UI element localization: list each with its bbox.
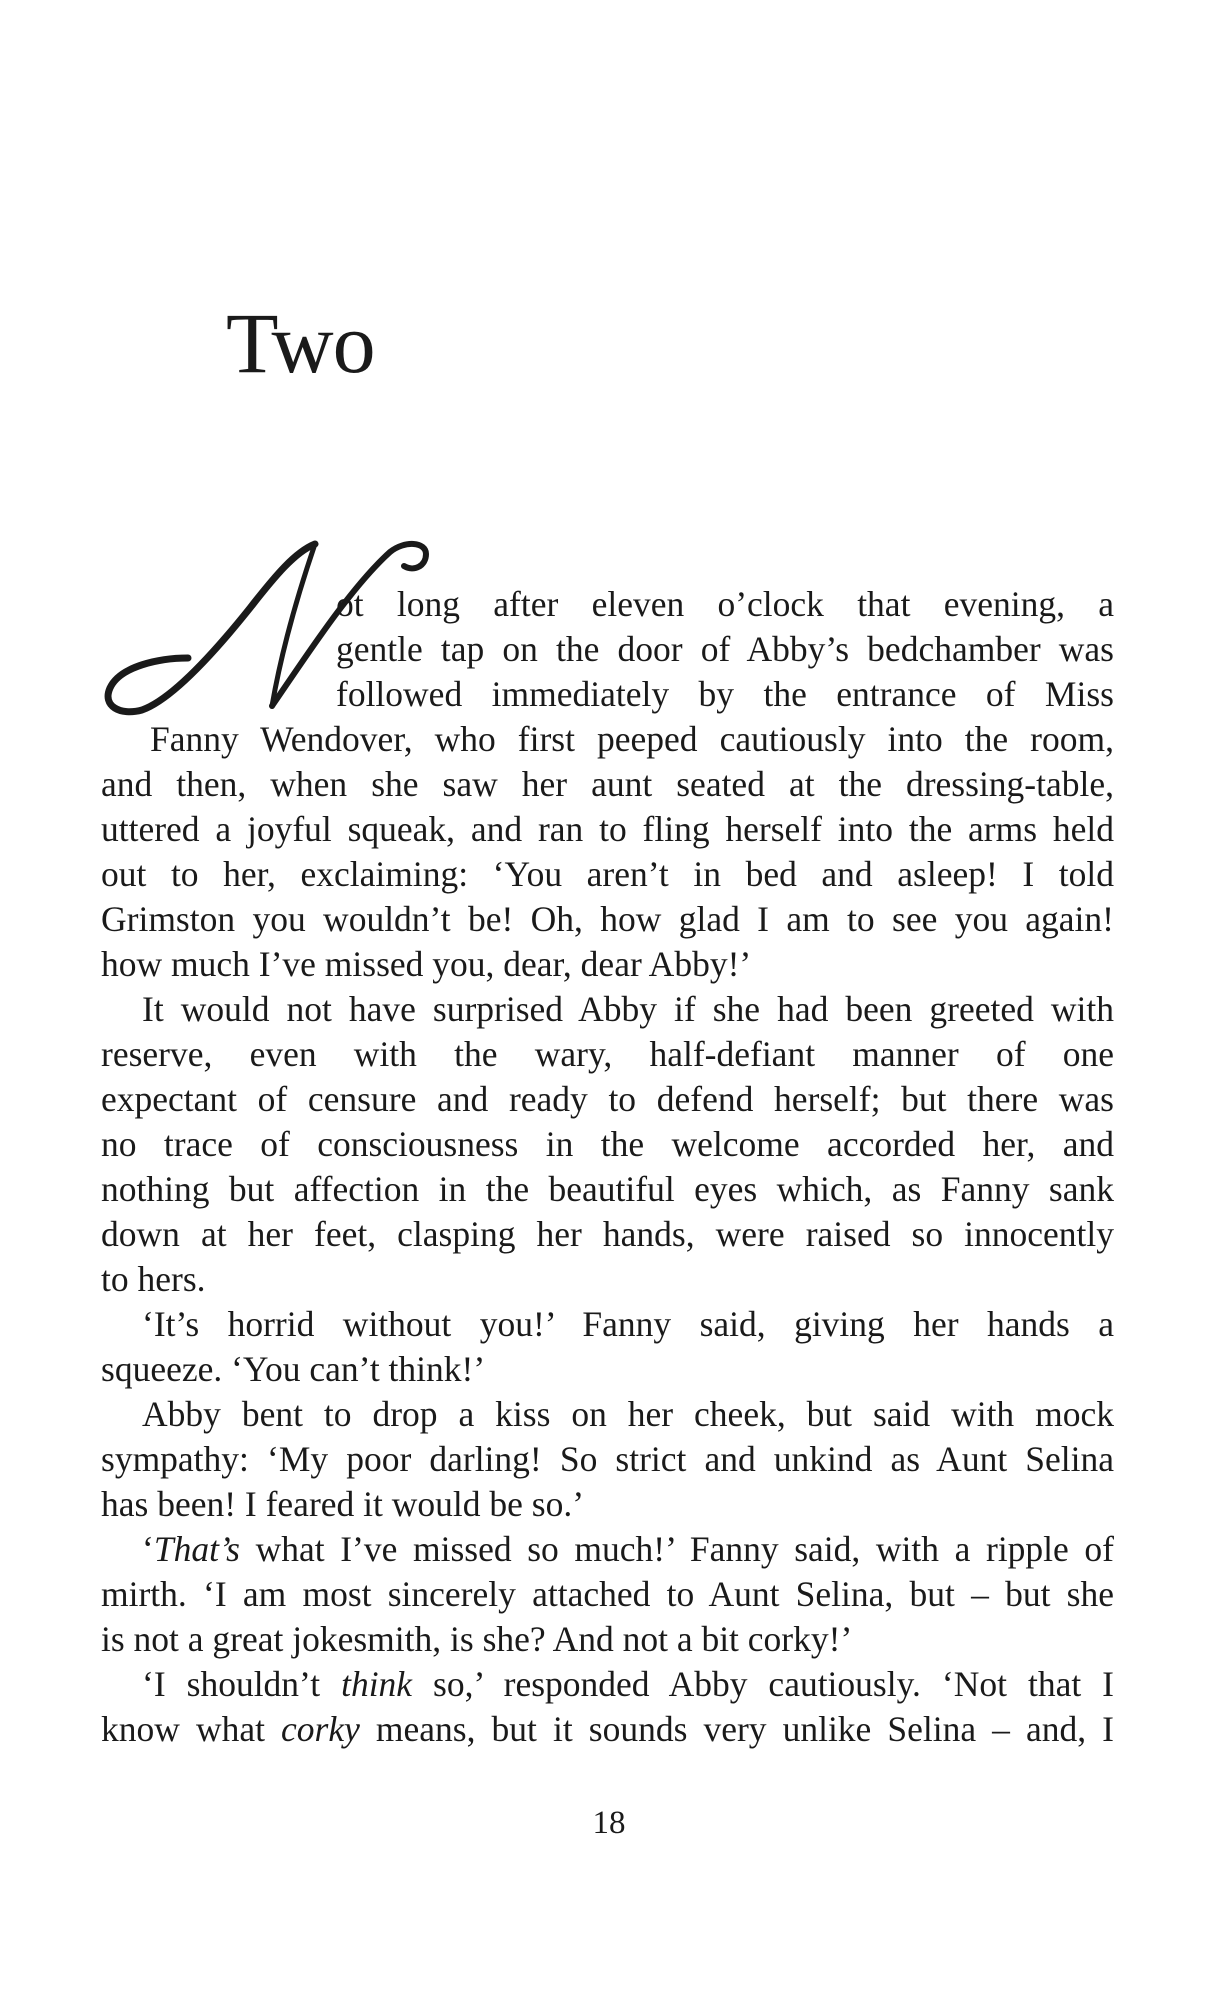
- text-line-1: ot long after eleven o’clock that evening, a: [336, 584, 1114, 624]
- text-line-3: followed immediately by the entrance of Miss: [336, 674, 1114, 714]
- text-pre: know what: [101, 1709, 282, 1749]
- text-line-25: [142, 1662, 1114, 1707]
- text-line-21: has been! I feared it would be so.’: [101, 1484, 585, 1524]
- text-line-23: mirth. ‘I am most sincerely attached to Aunt Selina, but – but she: [101, 1574, 1114, 1614]
- text-pre: ‘: [142, 1529, 154, 1569]
- text-line-17: ‘It’s horrid without you!’ Fanny said, giving her hands a: [142, 1304, 1114, 1344]
- text-line-24: is not a great jokesmith, is she? And not a bit corky!’: [101, 1619, 853, 1659]
- text-line-14: nothing but affection in the beautiful eyes which, as Fanny sank: [101, 1169, 1114, 1209]
- text-line-5: and then, when she saw her aunt seated at the dressing-table,: [101, 764, 1114, 804]
- text-post: means, but it sounds very unlike Selina – and, I: [359, 1709, 1114, 1749]
- italic-word: That’s: [153, 1529, 240, 1569]
- text-line-16: to hers.: [101, 1259, 206, 1299]
- text-line-7: out to her, exclaiming: ‘You aren’t in bed and asleep! I told: [101, 854, 1114, 894]
- text-line-11: reserve, even with the wary, half-defiant manner of one: [101, 1034, 1114, 1074]
- text-line-13: no trace of consciousness in the welcome accorded her, and: [101, 1124, 1114, 1164]
- text-line-8: Grimston you wouldn’t be! Oh, how glad I am to see you again!: [101, 899, 1114, 939]
- text-line-2: gentle tap on the door of Abby’s bedchamber was: [336, 629, 1114, 669]
- text-line-26: [101, 1707, 1114, 1752]
- text-line-15: down at her feet, clasping her hands, were raised so innocently: [101, 1214, 1114, 1254]
- text-line-22: [142, 1527, 1114, 1572]
- chapter-title: Two: [226, 295, 375, 391]
- text-post: what I’ve missed so much!’ Fanny said, with a ripple of: [240, 1529, 1114, 1569]
- text-line-18: squeeze. ‘You can’t think!’: [101, 1349, 486, 1389]
- text-line-20: sympathy: ‘My poor darling! So strict and unkind as Aunt Selina: [101, 1439, 1114, 1479]
- text-line-12: expectant of censure and ready to defend herself; but there was: [101, 1079, 1114, 1119]
- text-line-6: uttered a joyful squeak, and ran to fling herself into the arms held: [101, 809, 1114, 849]
- italic-word: think: [341, 1664, 413, 1704]
- text-line-9: how much I’ve missed you, dear, dear Abby!’: [101, 944, 752, 984]
- italic-word: corky: [281, 1709, 360, 1749]
- page-number: 18: [592, 1805, 626, 1841]
- text-pre: ‘I shouldn’t: [142, 1664, 342, 1704]
- text-line-4: Fanny Wendover, who first peeped cautiously into the room,: [150, 719, 1114, 759]
- text-line-10: It would not have surprised Abby if she had been greeted with: [142, 989, 1114, 1029]
- text-post: so,’ responded Abby cautiously. ‘Not that I: [412, 1664, 1114, 1704]
- text-line-19: Abby bent to drop a kiss on her cheek, but said with mock: [142, 1394, 1114, 1434]
